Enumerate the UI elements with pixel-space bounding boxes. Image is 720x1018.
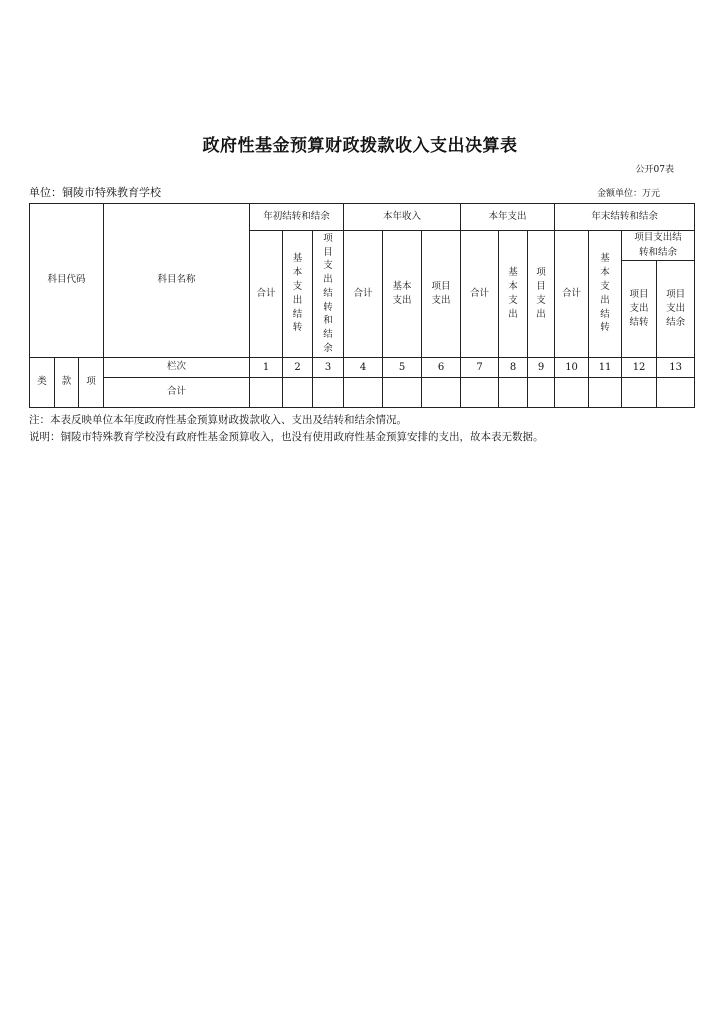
table-cell	[344, 378, 383, 408]
header-group-income: 本年收入	[344, 204, 461, 231]
col-number: 5	[383, 358, 422, 378]
col-number: 2	[283, 358, 313, 378]
header-kuan: 款	[55, 358, 79, 408]
col-number: 8	[499, 358, 528, 378]
document-title: 政府性基金预算财政拨款收入支出决算表	[202, 136, 518, 156]
header-end-project-group: 项目支出结转和结余	[622, 231, 695, 261]
header-begin-project: 项目支出结转和结余	[313, 231, 344, 358]
header-group-end: 年末结转和结余	[555, 204, 695, 231]
table-cell	[555, 378, 589, 408]
header-expense-total: 合计	[461, 231, 499, 358]
header-group-begin: 年初结转和结余	[250, 204, 344, 231]
row-column-label: 栏次	[104, 358, 250, 378]
table-cell	[313, 378, 344, 408]
table-cell	[383, 378, 422, 408]
col-number: 12	[622, 358, 657, 378]
table-cell	[283, 378, 313, 408]
table-cell	[589, 378, 622, 408]
table-cell	[657, 378, 695, 408]
col-number: 10	[555, 358, 589, 378]
header-income-basic: 基本支出	[383, 231, 422, 358]
table-explanation: 说明：铜陵市特殊教育学校没有政府性基金预算收入，也没有使用政府性基金预算安排的支出，故本表无数据。	[29, 431, 544, 443]
col-number: 9	[528, 358, 555, 378]
header-end-total: 合计	[555, 231, 589, 358]
header-end-project-carry: 项目支出结转	[622, 261, 657, 358]
header-expense-basic: 基本支出	[499, 231, 528, 358]
header-end-basic: 基本支出结转	[589, 231, 622, 358]
header-lei: 类	[30, 358, 55, 408]
table-cell	[499, 378, 528, 408]
table-cell	[250, 378, 283, 408]
header-begin-total: 合计	[250, 231, 283, 358]
unit-label: 单位：铜陵市特殊教育学校	[29, 186, 161, 199]
col-number: 3	[313, 358, 344, 378]
table-cell	[461, 378, 499, 408]
header-end-project-remain: 项目支出结余	[657, 261, 695, 358]
form-number: 公开07表	[635, 165, 674, 175]
table-note: 注：本表反映单位本年度政府性基金预算财政拨款收入、支出及结转和结余情况。	[29, 414, 407, 426]
col-number: 11	[589, 358, 622, 378]
header-begin-basic: 基本支出结转	[283, 231, 313, 358]
header-code: 科目代码	[30, 204, 104, 358]
col-number: 4	[344, 358, 383, 378]
table-cell	[528, 378, 555, 408]
budget-table	[29, 203, 695, 408]
header-name: 科目名称	[104, 204, 250, 358]
col-number: 6	[422, 358, 461, 378]
header-expense-project: 项目支出	[528, 231, 555, 358]
money-unit-label: 金额单位：万元	[596, 189, 660, 199]
header-income-total: 合计	[344, 231, 383, 358]
header-xiang: 项	[79, 358, 104, 408]
col-number: 7	[461, 358, 499, 378]
row-total-label: 合计	[104, 378, 250, 408]
table-cell	[622, 378, 657, 408]
col-number: 1	[250, 358, 283, 378]
header-income-project: 项目支出	[422, 231, 461, 358]
col-number: 13	[657, 358, 695, 378]
table-cell	[422, 378, 461, 408]
header-group-expense: 本年支出	[461, 204, 555, 231]
